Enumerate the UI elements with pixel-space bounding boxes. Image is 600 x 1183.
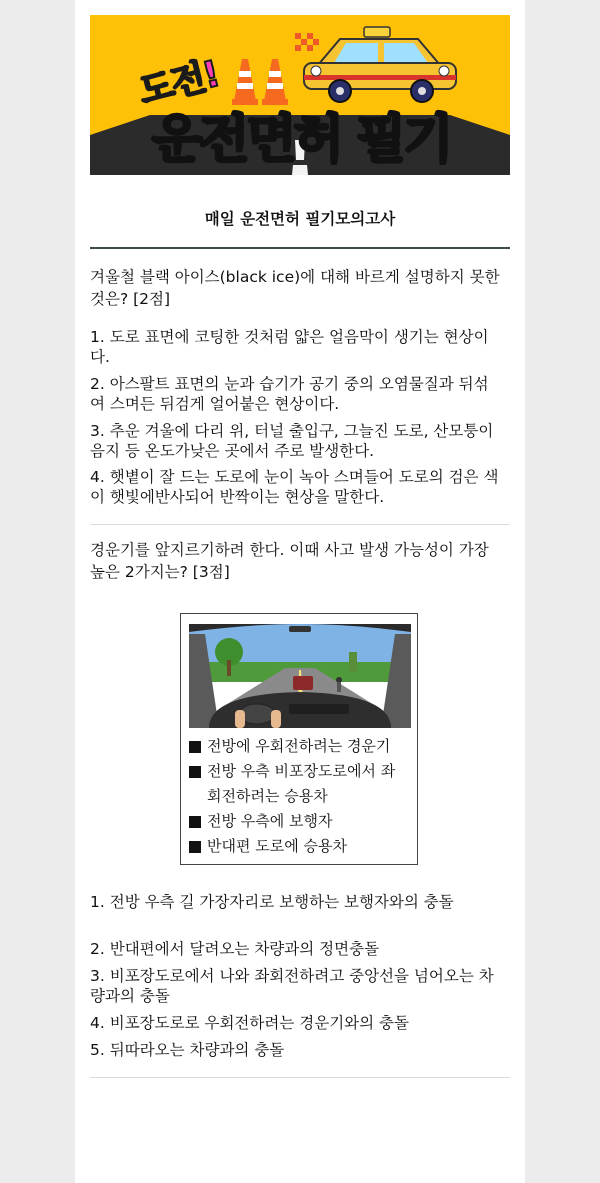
banner-image <box>90 15 510 175</box>
square-bullet-icon <box>189 741 201 753</box>
answer-option[interactable]: 1. 전방 우측 길 가장자리로 보행하는 보행자와의 충돌 <box>90 893 454 911</box>
question-image <box>180 613 418 865</box>
square-bullet-icon <box>189 816 201 828</box>
taxi-icon <box>300 25 460 105</box>
question-text: 경운기를 앞지르기하려 한다. 이때 사고 발생 가능성이 가장 높은 2가지는? [3점] <box>90 541 489 581</box>
image-caption-item: 전방 우측에 보행자 <box>189 809 415 834</box>
image-caption-list <box>189 734 415 859</box>
image-caption-item: 반대편 도로에 승용차 <box>189 834 415 859</box>
image-caption-item: 전방에 우회전하려는 경운기 <box>189 734 415 759</box>
answer-option[interactable]: 2. 반대편에서 달려오는 차량과의 정면충돌 <box>90 940 380 958</box>
banner-badge: 도전! <box>134 53 223 113</box>
square-bullet-icon <box>189 766 201 778</box>
answer-option[interactable]: 3. 추운 겨울에 다리 위, 터널 출입구, 그늘진 도로, 산모퉁이 음지 등 온도가낮은 곳에서 주로 발생한다. <box>90 422 494 460</box>
answer-option[interactable]: 4. 햇볕이 잘 드는 도로에 눈이 녹아 스며들어 도로의 검은 색이 햇빛에반사되어 반짝이는 현상을 말한다. <box>90 468 499 506</box>
answer-option[interactable]: 4. 비포장도로로 우회전하려는 경운기와의 충돌 <box>90 1014 409 1032</box>
square-bullet-icon <box>189 841 201 853</box>
header-divider <box>90 247 510 249</box>
answer-option[interactable]: 5. 뒤따라오는 차량과의 충돌 <box>90 1041 285 1059</box>
question-divider <box>90 524 510 525</box>
question-divider <box>90 1077 510 1078</box>
page-title: 매일 운전면허 필기모의고사 <box>204 210 396 228</box>
driver-view-illustration <box>189 624 411 728</box>
answer-option[interactable]: 1. 도로 표면에 코팅한 것처럼 얇은 얼음막이 생기는 현상이다. <box>90 328 489 366</box>
image-caption-item: 전방 우측 비포장도로에서 좌 <box>189 759 415 784</box>
image-caption-item: 회전하려는 승용차 <box>207 787 328 805</box>
answer-option[interactable]: 2. 아스팔트 표면의 눈과 습기가 공기 중의 오염물질과 뒤섞여 스며든 뒤검게 얼어붙은 현상이다. <box>90 375 489 413</box>
page <box>75 0 525 1183</box>
answer-option[interactable]: 3. 비포장도로에서 나와 좌회전하려고 중앙선을 넘어오는 차량과의 충돌 <box>90 967 494 1005</box>
question-text: 겨울철 블랙 아이스(black ice)에 대해 바르게 설명하지 못한 것은? [2점] <box>90 268 500 308</box>
banner-title: 운전면허 필기 <box>152 110 451 170</box>
